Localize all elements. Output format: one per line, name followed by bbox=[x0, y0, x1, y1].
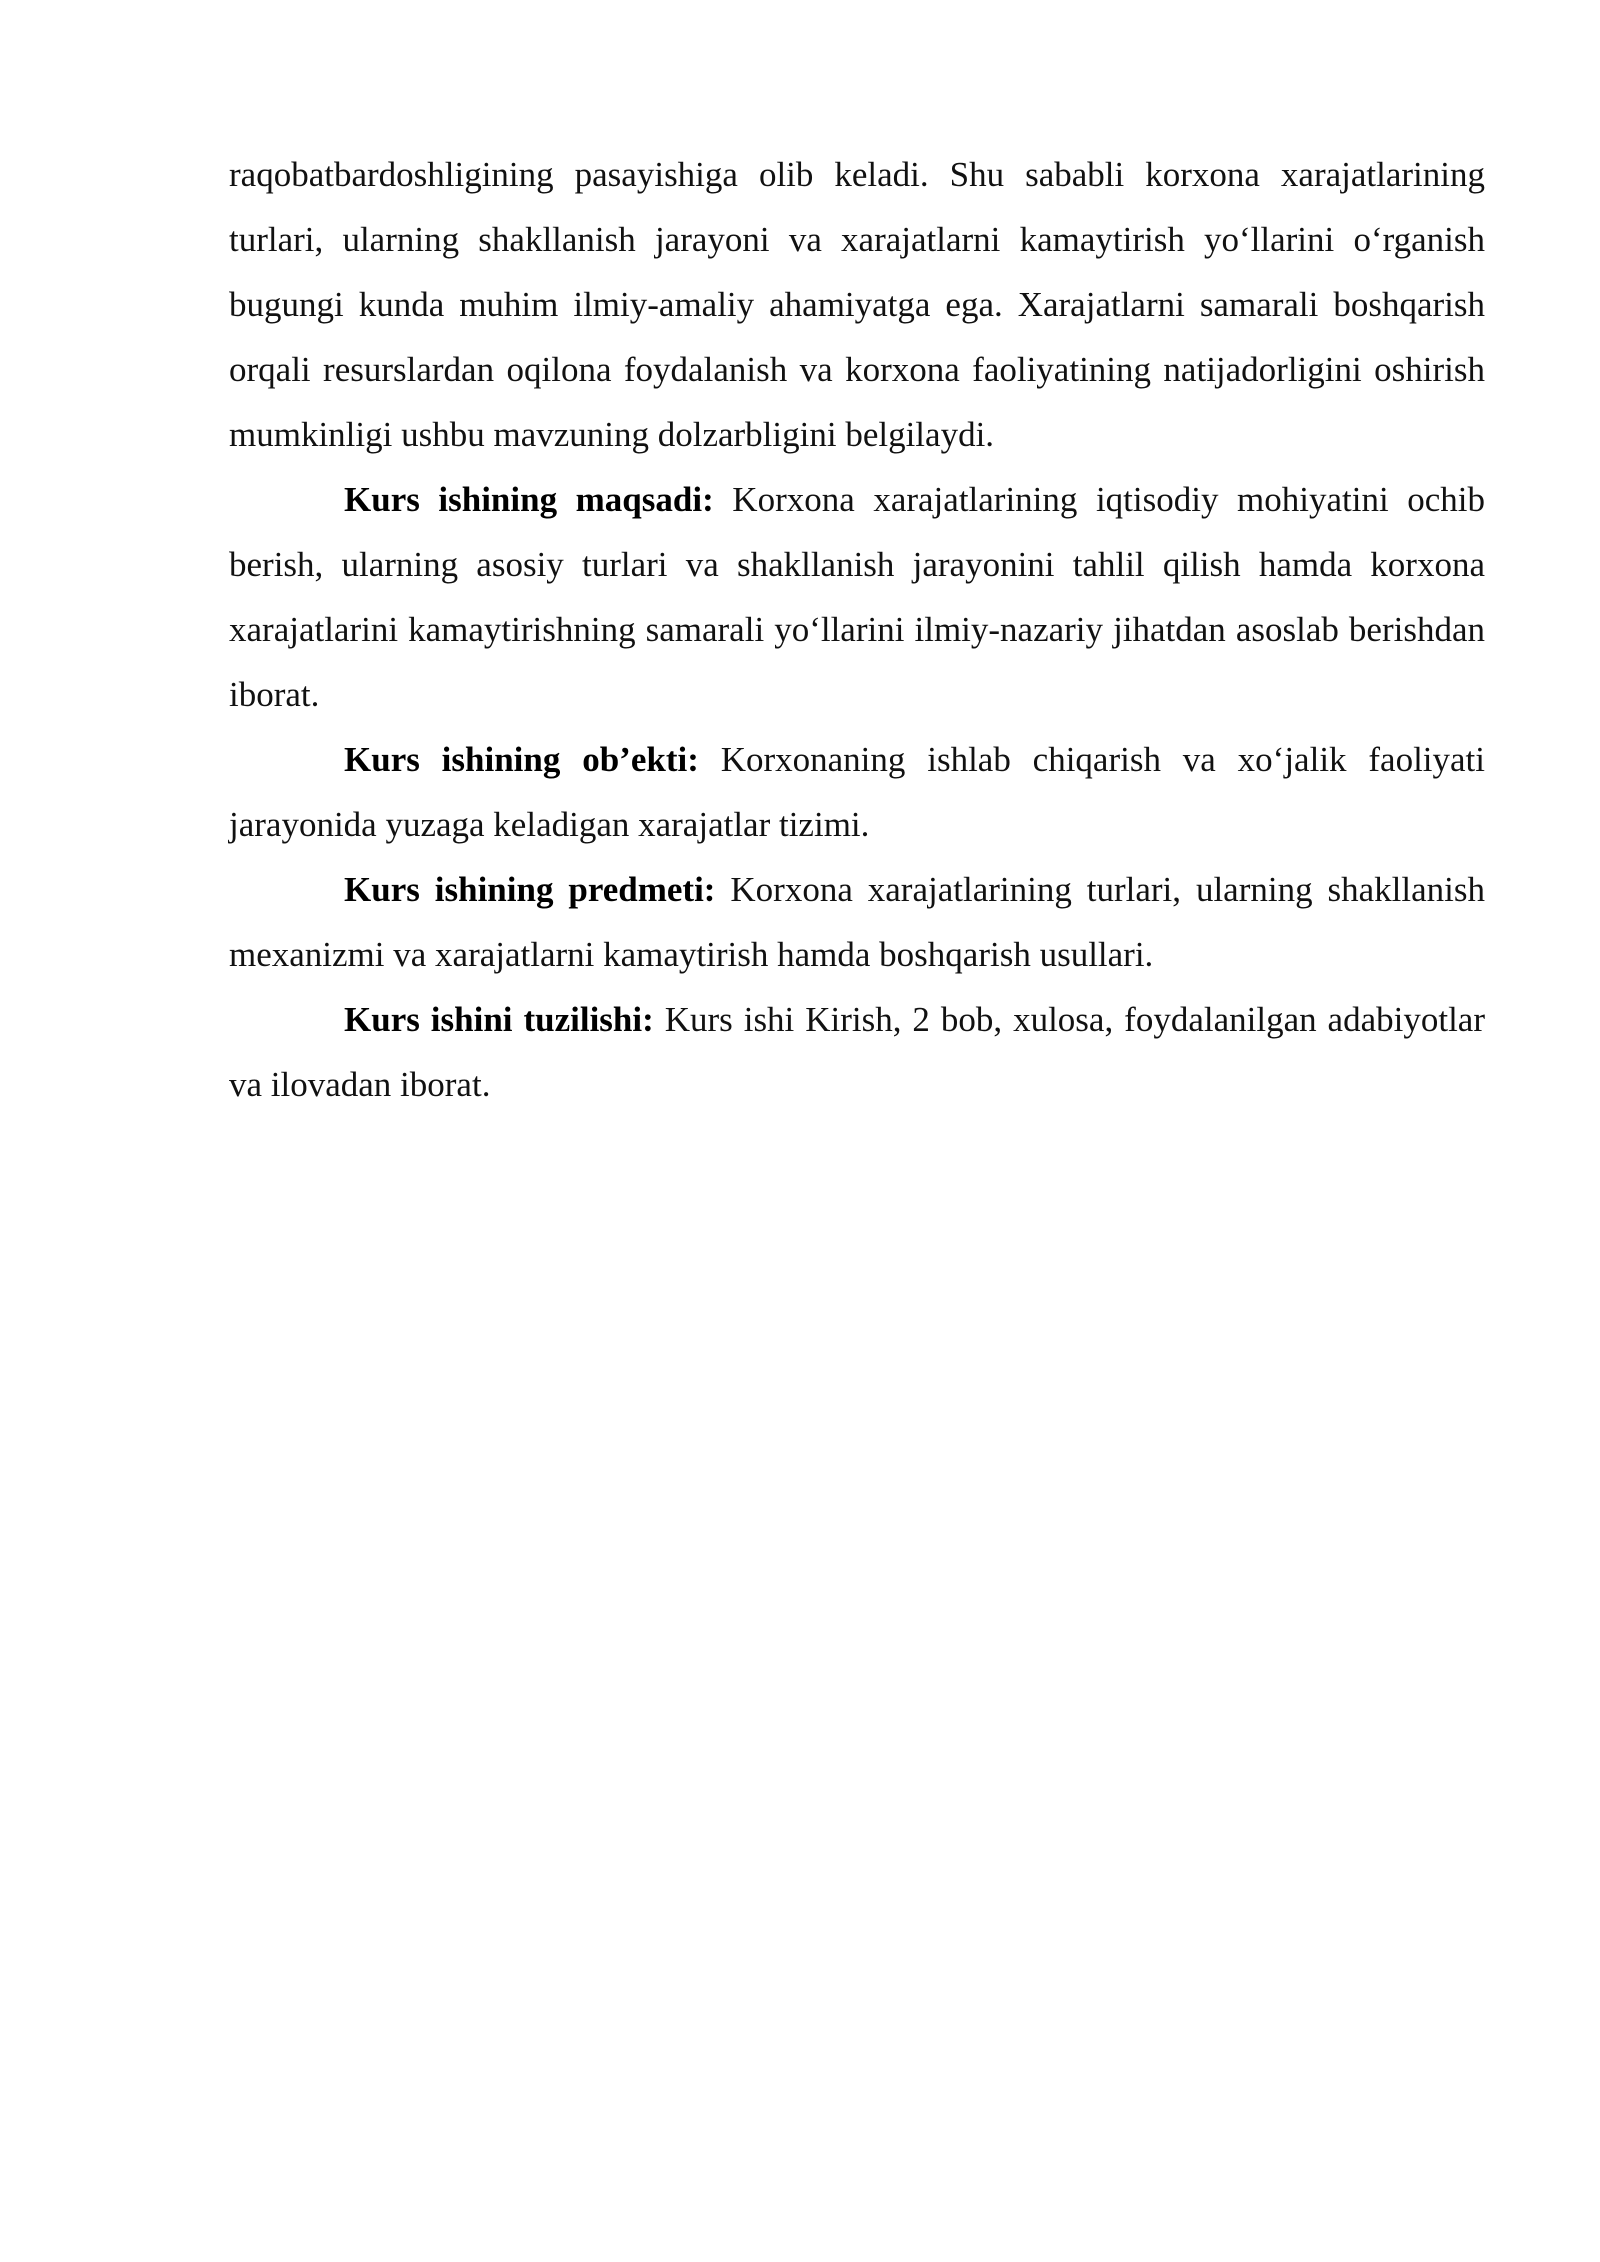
subject-text: Korxona xarajatlarining turlari, ularning shakllanish mexanizmi va xarajatlarni kamaytirish hamda boshqarish usullari. bbox=[229, 870, 1485, 974]
goal-label: Kurs ishining maqsadi: bbox=[344, 480, 714, 519]
intro-paragraph: raqobatbardoshligining pasayishiga olib keladi. Shu sababli korxona xarajatlarining turlari, ularning shakllanish jarayoni va xarajatlarni kamaytirish yo‘llarini o‘rganish bugungi kunda muhim ilmiy-amaliy ahamiyatga ega. Xarajatlarni samarali boshqarish orqali resurslardan oqilona foydalanish va korxona faoliyatining natijadorligini oshirish mumkinligi ushbu mavzuning dolzarbligini belgilaydi. bbox=[229, 155, 1485, 454]
goal-paragraph bbox=[229, 467, 1485, 727]
object-label: Kurs ishining ob’ekti: bbox=[344, 740, 699, 779]
object-paragraph bbox=[229, 727, 1485, 857]
subject-label: Kurs ishining predmeti: bbox=[344, 870, 716, 909]
document-body bbox=[229, 142, 1485, 1117]
object-text: Korxonaning ishlab chiqarish va xo‘jalik faoliyati jarayonida yuzaga keladigan xarajatlar tizimi. bbox=[229, 740, 1485, 844]
subject-paragraph bbox=[229, 857, 1485, 987]
goal-text: Korxona xarajatlarining iqtisodiy mohiyatini ochib berish, ularning asosiy turlari va shakllanish jarayonini tahlil qilish hamda korxona xarajatlarini kamaytirishning samarali yo‘llarini ilmiy-nazariy jihatdan asoslab berishdan iborat. bbox=[229, 480, 1486, 714]
structure-text: Kurs ishi Kirish, 2 bob, xulosa, foydalanilgan adabiyotlar va ilovadan iborat. bbox=[229, 1000, 1485, 1104]
structure-label: Kurs ishini tuzilishi: bbox=[344, 1000, 654, 1039]
structure-paragraph bbox=[229, 987, 1485, 1117]
